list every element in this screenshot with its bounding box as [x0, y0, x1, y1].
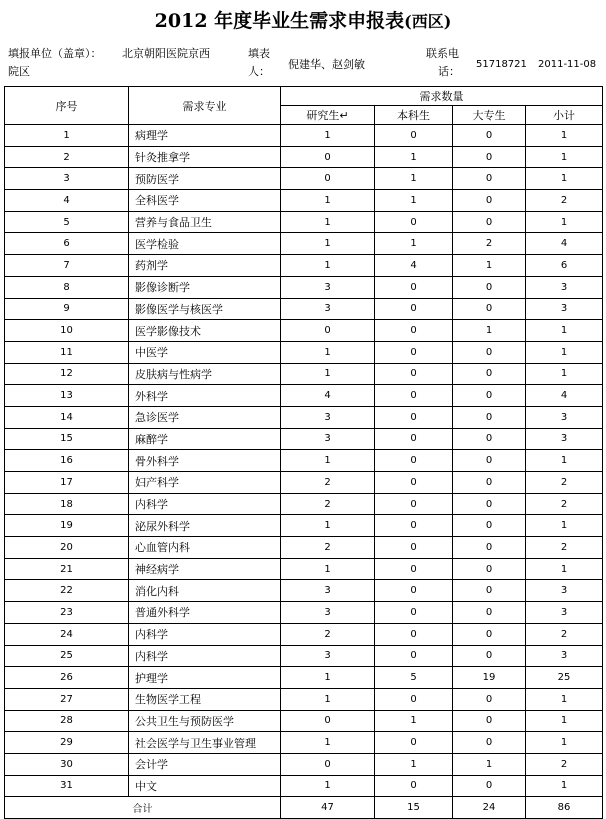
filler-value: 倪建华、赵剑敏: [288, 58, 365, 71]
row-seq: 2: [5, 146, 129, 168]
row-major: 医学影像技术: [129, 320, 281, 342]
title-text: 2012 年度毕业生需求申报表: [154, 10, 405, 32]
row-seq: 8: [5, 276, 129, 298]
row-college: 0: [453, 537, 526, 559]
row-subtotal: 1: [526, 515, 603, 537]
row-subtotal: 1: [526, 320, 603, 342]
row-college: 0: [453, 580, 526, 602]
row-subtotal: 25: [526, 667, 603, 689]
phone-label-line2: 话：: [438, 65, 460, 78]
row-college: 0: [453, 602, 526, 624]
table-row: [5, 580, 603, 602]
row-bachelor: 0: [375, 406, 453, 428]
table-row: [5, 190, 603, 212]
row-college: 1: [453, 753, 526, 775]
row-subtotal: 3: [526, 580, 603, 602]
row-subtotal: 1: [526, 710, 603, 732]
row-seq: 3: [5, 168, 129, 190]
row-graduate: 0: [281, 753, 375, 775]
row-bachelor: 0: [375, 688, 453, 710]
total-graduate: 47: [281, 797, 375, 819]
row-bachelor: 0: [375, 320, 453, 342]
row-bachelor: 1: [375, 710, 453, 732]
row-major: 影像医学与核医学: [129, 298, 281, 320]
row-college: 0: [453, 298, 526, 320]
header-demand-quantity: 需求数量: [281, 87, 603, 106]
header-bachelor: 本科生: [375, 106, 453, 125]
row-college: 0: [453, 645, 526, 667]
table-row: [5, 211, 603, 233]
row-graduate: 3: [281, 276, 375, 298]
row-graduate: 1: [281, 667, 375, 689]
table-row: [5, 276, 603, 298]
row-subtotal: 2: [526, 753, 603, 775]
row-seq: 28: [5, 710, 129, 732]
row-major: 护理学: [129, 667, 281, 689]
row-graduate: 1: [281, 775, 375, 797]
row-seq: 26: [5, 667, 129, 689]
row-subtotal: 3: [526, 645, 603, 667]
page-title: [0, 6, 606, 37]
row-graduate: 3: [281, 602, 375, 624]
row-seq: 20: [5, 537, 129, 559]
row-major: 会计学: [129, 753, 281, 775]
table-row: [5, 146, 603, 168]
row-seq: 7: [5, 255, 129, 277]
row-graduate: 1: [281, 125, 375, 147]
row-bachelor: 0: [375, 125, 453, 147]
table-row: [5, 537, 603, 559]
table-row: [5, 450, 603, 472]
row-graduate: 1: [281, 211, 375, 233]
table-row: [5, 406, 603, 428]
table-row: [5, 298, 603, 320]
phone-label-line1: 联系电: [426, 47, 459, 60]
table-row: [5, 472, 603, 494]
row-college: 0: [453, 428, 526, 450]
row-graduate: 1: [281, 233, 375, 255]
row-seq: 16: [5, 450, 129, 472]
row-subtotal: 3: [526, 406, 603, 428]
row-seq: 24: [5, 623, 129, 645]
row-graduate: 1: [281, 688, 375, 710]
table-row: [5, 385, 603, 407]
row-graduate: 1: [281, 190, 375, 212]
row-major: 妇产科学: [129, 472, 281, 494]
table-row: [5, 493, 603, 515]
row-seq: 5: [5, 211, 129, 233]
row-graduate: 0: [281, 320, 375, 342]
table-row: [5, 645, 603, 667]
row-college: 0: [453, 558, 526, 580]
row-major: 内科学: [129, 493, 281, 515]
row-subtotal: 1: [526, 125, 603, 147]
row-college: 0: [453, 341, 526, 363]
row-bachelor: 0: [375, 732, 453, 754]
row-subtotal: 3: [526, 428, 603, 450]
row-college: 0: [453, 710, 526, 732]
row-bachelor: 1: [375, 146, 453, 168]
row-bachelor: 0: [375, 645, 453, 667]
table-row: [5, 233, 603, 255]
row-bachelor: 0: [375, 298, 453, 320]
row-seq: 9: [5, 298, 129, 320]
row-bachelor: 1: [375, 190, 453, 212]
row-graduate: 1: [281, 515, 375, 537]
row-college: 0: [453, 406, 526, 428]
row-bachelor: 1: [375, 233, 453, 255]
unit-value-line1: 北京朝阳医院京西: [122, 47, 210, 60]
row-bachelor: 0: [375, 580, 453, 602]
row-subtotal: 1: [526, 146, 603, 168]
row-seq: 1: [5, 125, 129, 147]
row-bachelor: 0: [375, 472, 453, 494]
table-row: [5, 732, 603, 754]
row-subtotal: 1: [526, 363, 603, 385]
row-bachelor: 1: [375, 753, 453, 775]
unit-label: 填报单位（盖章）：: [8, 47, 102, 60]
row-college: 0: [453, 688, 526, 710]
row-major: 营养与食品卫生: [129, 211, 281, 233]
row-subtotal: 4: [526, 233, 603, 255]
row-seq: 23: [5, 602, 129, 624]
table-header-row: [5, 87, 603, 106]
row-subtotal: 3: [526, 602, 603, 624]
row-college: 19: [453, 667, 526, 689]
row-major: 影像诊断学: [129, 276, 281, 298]
header-college: 大专生: [453, 106, 526, 125]
row-major: 社会医学与卫生事业管理: [129, 732, 281, 754]
row-major: 麻醉学: [129, 428, 281, 450]
row-college: 0: [453, 190, 526, 212]
table-row: [5, 320, 603, 342]
row-bachelor: 0: [375, 276, 453, 298]
row-college: 0: [453, 493, 526, 515]
table-row: [5, 428, 603, 450]
row-graduate: 3: [281, 298, 375, 320]
row-bachelor: 0: [375, 558, 453, 580]
row-bachelor: 0: [375, 775, 453, 797]
row-bachelor: 0: [375, 428, 453, 450]
row-bachelor: 0: [375, 493, 453, 515]
row-major: 急诊医学: [129, 406, 281, 428]
row-bachelor: 0: [375, 450, 453, 472]
table-row: [5, 125, 603, 147]
row-graduate: 2: [281, 493, 375, 515]
row-college: 0: [453, 515, 526, 537]
row-bachelor: 0: [375, 623, 453, 645]
table-row: [5, 168, 603, 190]
filler-label-line2: 人：: [248, 65, 270, 78]
row-major: 医学检验: [129, 233, 281, 255]
row-college: 2: [453, 233, 526, 255]
table-row: [5, 602, 603, 624]
row-college: 1: [453, 255, 526, 277]
row-graduate: 4: [281, 385, 375, 407]
row-subtotal: 2: [526, 472, 603, 494]
phone-value: 51718721: [476, 59, 527, 70]
table-row: [5, 558, 603, 580]
unit-value-line2: 院区: [8, 65, 30, 78]
row-major: 骨外科学: [129, 450, 281, 472]
title-suffix: (西区): [404, 12, 452, 31]
row-college: 0: [453, 146, 526, 168]
total-bachelor: 15: [375, 797, 453, 819]
row-graduate: 2: [281, 623, 375, 645]
row-subtotal: 3: [526, 298, 603, 320]
row-major: 消化内科: [129, 580, 281, 602]
row-bachelor: 0: [375, 515, 453, 537]
row-college: 1: [453, 320, 526, 342]
table-row: [5, 775, 603, 797]
row-subtotal: 2: [526, 493, 603, 515]
row-major: 内科学: [129, 623, 281, 645]
row-seq: 13: [5, 385, 129, 407]
row-subtotal: 2: [526, 190, 603, 212]
row-college: 0: [453, 472, 526, 494]
row-subtotal: 1: [526, 450, 603, 472]
row-graduate: 3: [281, 645, 375, 667]
row-graduate: 1: [281, 363, 375, 385]
row-subtotal: 6: [526, 255, 603, 277]
row-bachelor: 0: [375, 385, 453, 407]
row-college: 0: [453, 276, 526, 298]
table-row: [5, 688, 603, 710]
row-seq: 10: [5, 320, 129, 342]
row-seq: 14: [5, 406, 129, 428]
demand-table: [4, 86, 603, 819]
row-major: 内科学: [129, 645, 281, 667]
row-seq: 11: [5, 341, 129, 363]
row-college: 0: [453, 385, 526, 407]
row-seq: 15: [5, 428, 129, 450]
row-graduate: 0: [281, 710, 375, 732]
row-graduate: 1: [281, 732, 375, 754]
row-major: 病理学: [129, 125, 281, 147]
filler-label-line1: 填表: [248, 47, 270, 60]
row-college: 0: [453, 363, 526, 385]
row-major: 针灸推拿学: [129, 146, 281, 168]
row-bachelor: 1: [375, 168, 453, 190]
row-subtotal: 4: [526, 385, 603, 407]
table-row: [5, 667, 603, 689]
row-college: 0: [453, 168, 526, 190]
row-bachelor: 5: [375, 667, 453, 689]
header-graduate: 研究生↵: [281, 106, 375, 125]
table-row: [5, 623, 603, 645]
row-bachelor: 0: [375, 341, 453, 363]
row-seq: 22: [5, 580, 129, 602]
table-row: [5, 255, 603, 277]
report-date: 2011-11-08: [538, 59, 597, 70]
row-graduate: 1: [281, 341, 375, 363]
row-subtotal: 3: [526, 276, 603, 298]
row-subtotal: 1: [526, 211, 603, 233]
row-subtotal: 1: [526, 558, 603, 580]
row-college: 0: [453, 732, 526, 754]
row-bachelor: 0: [375, 537, 453, 559]
row-seq: 6: [5, 233, 129, 255]
row-subtotal: 1: [526, 732, 603, 754]
header-subtotal: 小计: [526, 106, 603, 125]
row-graduate: 1: [281, 450, 375, 472]
row-seq: 30: [5, 753, 129, 775]
row-subtotal: 2: [526, 623, 603, 645]
total-subtotal: 86: [526, 797, 603, 819]
row-major: 中文: [129, 775, 281, 797]
header-major: 需求专业: [129, 87, 281, 125]
row-major: 全科医学: [129, 190, 281, 212]
row-seq: 18: [5, 493, 129, 515]
row-graduate: 1: [281, 558, 375, 580]
row-seq: 25: [5, 645, 129, 667]
total-row: [5, 797, 603, 819]
row-graduate: 1: [281, 255, 375, 277]
header-seq: 序号: [5, 87, 129, 125]
row-major: 预防医学: [129, 168, 281, 190]
row-major: 公共卫生与预防医学: [129, 710, 281, 732]
row-seq: 27: [5, 688, 129, 710]
row-graduate: 3: [281, 406, 375, 428]
row-college: 0: [453, 450, 526, 472]
row-subtotal: 1: [526, 775, 603, 797]
row-seq: 12: [5, 363, 129, 385]
row-college: 0: [453, 775, 526, 797]
row-bachelor: 0: [375, 211, 453, 233]
row-major: 泌尿外科学: [129, 515, 281, 537]
row-seq: 19: [5, 515, 129, 537]
row-bachelor: 0: [375, 602, 453, 624]
row-seq: 21: [5, 558, 129, 580]
row-major: 药剂学: [129, 255, 281, 277]
row-subtotal: 1: [526, 168, 603, 190]
row-major: 心血管内科: [129, 537, 281, 559]
row-subtotal: 1: [526, 688, 603, 710]
row-graduate: 3: [281, 580, 375, 602]
row-graduate: 2: [281, 472, 375, 494]
row-major: 普通外科学: [129, 602, 281, 624]
row-seq: 29: [5, 732, 129, 754]
row-seq: 17: [5, 472, 129, 494]
row-major: 神经病学: [129, 558, 281, 580]
table-row: [5, 515, 603, 537]
row-bachelor: 0: [375, 363, 453, 385]
table-row: [5, 753, 603, 775]
row-college: 0: [453, 623, 526, 645]
row-college: 0: [453, 125, 526, 147]
row-graduate: 0: [281, 146, 375, 168]
total-label: 合计: [5, 797, 281, 819]
total-college: 24: [453, 797, 526, 819]
row-major: 外科学: [129, 385, 281, 407]
row-seq: 4: [5, 190, 129, 212]
row-graduate: 2: [281, 537, 375, 559]
row-graduate: 3: [281, 428, 375, 450]
row-college: 0: [453, 211, 526, 233]
table-row: [5, 363, 603, 385]
row-major: 皮肤病与性病学: [129, 363, 281, 385]
row-seq: 31: [5, 775, 129, 797]
table-row: [5, 710, 603, 732]
row-major: 中医学: [129, 341, 281, 363]
row-bachelor: 4: [375, 255, 453, 277]
row-subtotal: 1: [526, 341, 603, 363]
table-row: [5, 341, 603, 363]
row-graduate: 0: [281, 168, 375, 190]
row-major: 生物医学工程: [129, 688, 281, 710]
row-subtotal: 2: [526, 537, 603, 559]
